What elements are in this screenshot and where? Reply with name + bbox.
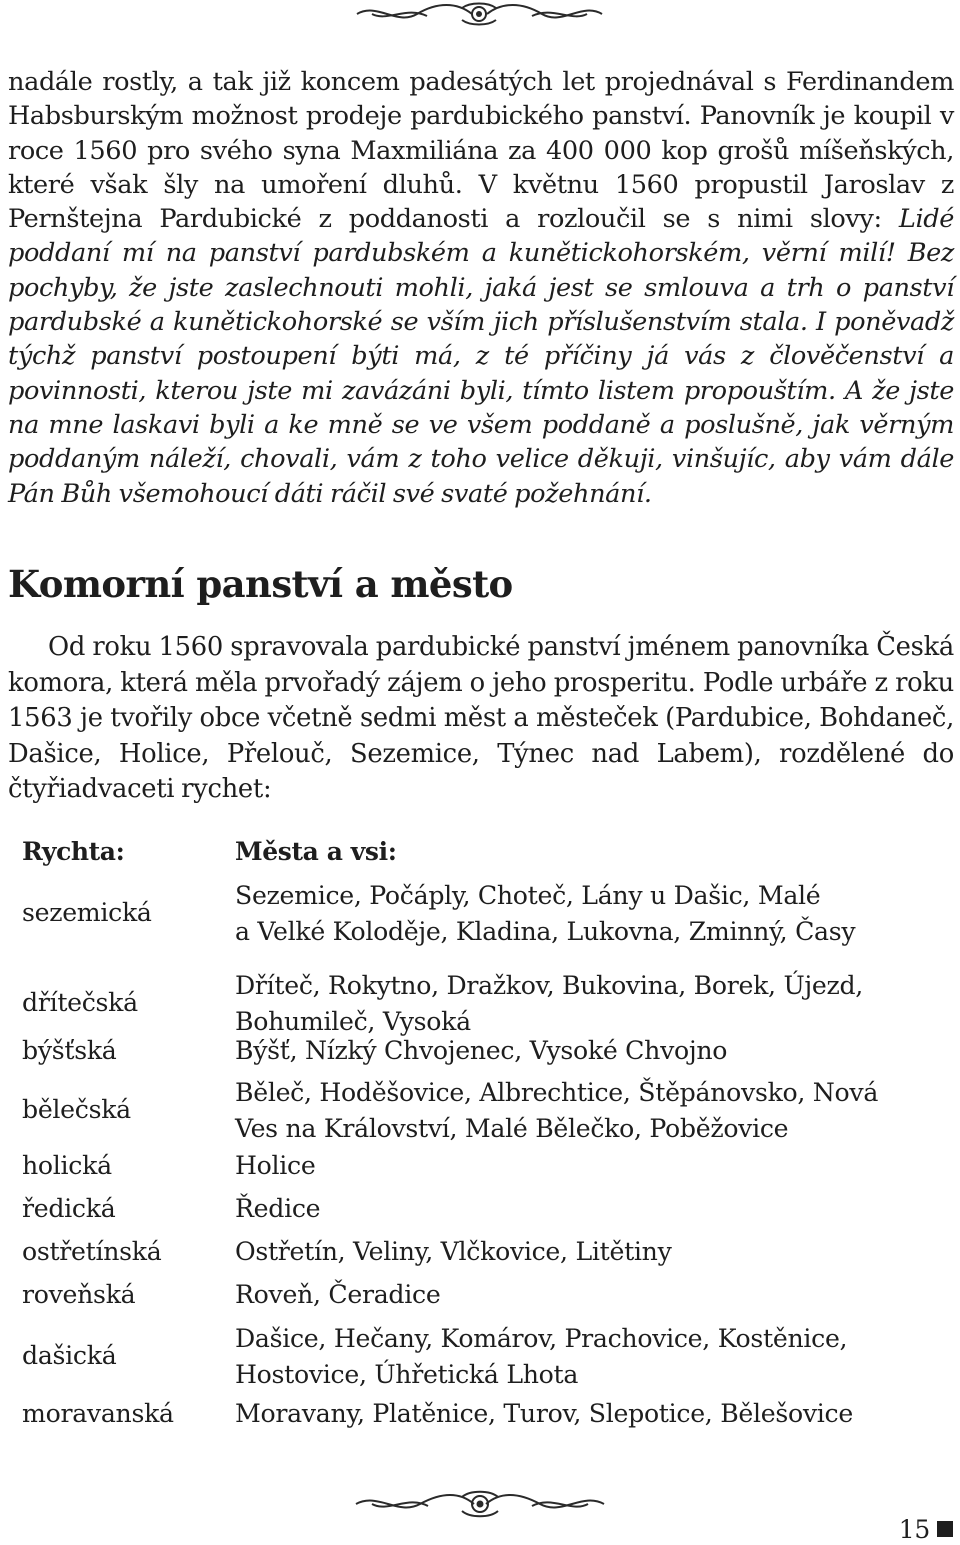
mesta-line: Dříteč, Rokytno, Dražkov, Bukovina, Borek, Újezd, (235, 971, 864, 1000)
paragraph-chamber (8, 630, 954, 808)
mesta-line: Roveň, Čeradice (235, 1280, 441, 1309)
page-number: 15 (898, 1515, 930, 1544)
mesta-list (235, 1277, 925, 1313)
mesta-list (235, 968, 925, 1039)
rychta-name: holická (22, 1151, 112, 1180)
page-number-square-marker (937, 1521, 953, 1537)
mesta-line: Dašice, Hečany, Komárov, Prachovice, Kostěnice, (235, 1324, 848, 1353)
section-heading: Komorní panství a město (8, 562, 513, 606)
rychta-name: moravanská (22, 1399, 174, 1428)
mesta-list (235, 1148, 925, 1184)
rychta-name: dřítečská (22, 988, 138, 1017)
rychta-name: sezemická (22, 898, 152, 927)
top-ornament-flourish (352, 0, 607, 28)
rychta-name: býšťská (22, 1036, 117, 1065)
mesta-line: Holice (235, 1151, 316, 1180)
mesta-line: Ředice (235, 1194, 321, 1223)
mesta-list (235, 878, 925, 949)
mesta-list (235, 1075, 925, 1146)
table-header-rychta: Rychta: (22, 837, 125, 866)
paragraph-intro-normal: nadále rostly, a tak již koncem padesátých let projednával s Ferdinandem Habsburským možnost prodeje pardubického panství. Panovník je koupil v roce 1560 pro svého syna Maxmiliána za 400 000 kop grošů míšeňských, které však šly na umoření dluhů. V květnu 1560 propustil Jaroslav z Pernštejna Pardubické z poddanosti a rozloučil se s nimi slovy: (8, 67, 954, 235)
mesta-line: Hostovice, Úhřetická Lhota (235, 1359, 579, 1389)
paragraph-chamber-text: Od roku 1560 spravovala pardubické panství jménem panovníka Česká komora, která měla prvořadý zájem o jeho prosperitu. Podle urbáře z roku 1563 je tvořily obce včetně sedmi měst a městeček (Pardubice, Bohdaneč, Dašice, Holice, Přelouč, Sezemice, Týnec nad Labem), rozdělené do čtyřiadvaceti rychet: (8, 632, 954, 805)
mesta-line: Bohumileč, Vysoká (235, 1006, 471, 1036)
rychta-name: dašická (22, 1341, 117, 1370)
mesta-list (235, 1191, 925, 1227)
rychta-name: ostřetínská (22, 1237, 162, 1266)
mesta-line: Býšť, Nízký Chvojenec, Vysoké Chvojno (235, 1036, 728, 1065)
rychta-name: ředická (22, 1194, 116, 1223)
mesta-line: Ves na Království, Malé Bělečko, Poběžovice (235, 1113, 789, 1143)
mesta-list (235, 1234, 925, 1270)
mesta-list (235, 1321, 925, 1392)
mesta-line: Ostřetín, Veliny, Vlčkovice, Litětiny (235, 1237, 672, 1266)
mesta-line: Moravany, Platěnice, Turov, Slepotice, Bělešovice (235, 1399, 853, 1428)
paragraph-intro (8, 65, 954, 511)
mesta-list (235, 1033, 925, 1069)
rychta-name: roveňská (22, 1280, 136, 1309)
bottom-ornament-flourish (350, 1488, 610, 1520)
mesta-line: a Velké Koloděje, Kladina, Lukovna, Zminný, Časy (235, 916, 856, 946)
mesta-line: Sezemice, Počáply, Choteč, Lány u Dašic, Malé (235, 881, 821, 910)
mesta-list (235, 1396, 925, 1432)
table-header-mesta: Města a vsi: (235, 837, 397, 866)
rychta-name: bělečská (22, 1095, 131, 1124)
mesta-line: Běleč, Hoděšovice, Albrechtice, Štěpánovsko, Nová (235, 1078, 879, 1107)
paragraph-intro-italic-quote: Lidé poddaní mí na panství pardubském a kunětickohorském, věrní milí! Bez pochyby, že jste zaslechnouti mohli, jaká jest se smlouva a trh o panství pardubské a kunětickohorské se vším jich příslušenstvím stala. I poněvadž týchž panství postoupení býti má, z té příčiny já vás z člověčenství a povinnosti, kterou jste mi zavázáni byli, tímto listem propouštím. A že jste na mne laskavi byli a ke mně se ve všem poddaně a poslušně, jak věrným poddaným náleží, chovali, vám z toho velice děkuji, vinšujíc, aby vám dále Pán Bůh všemohoucí dáti ráčil své svaté požehnání. (8, 204, 954, 509)
